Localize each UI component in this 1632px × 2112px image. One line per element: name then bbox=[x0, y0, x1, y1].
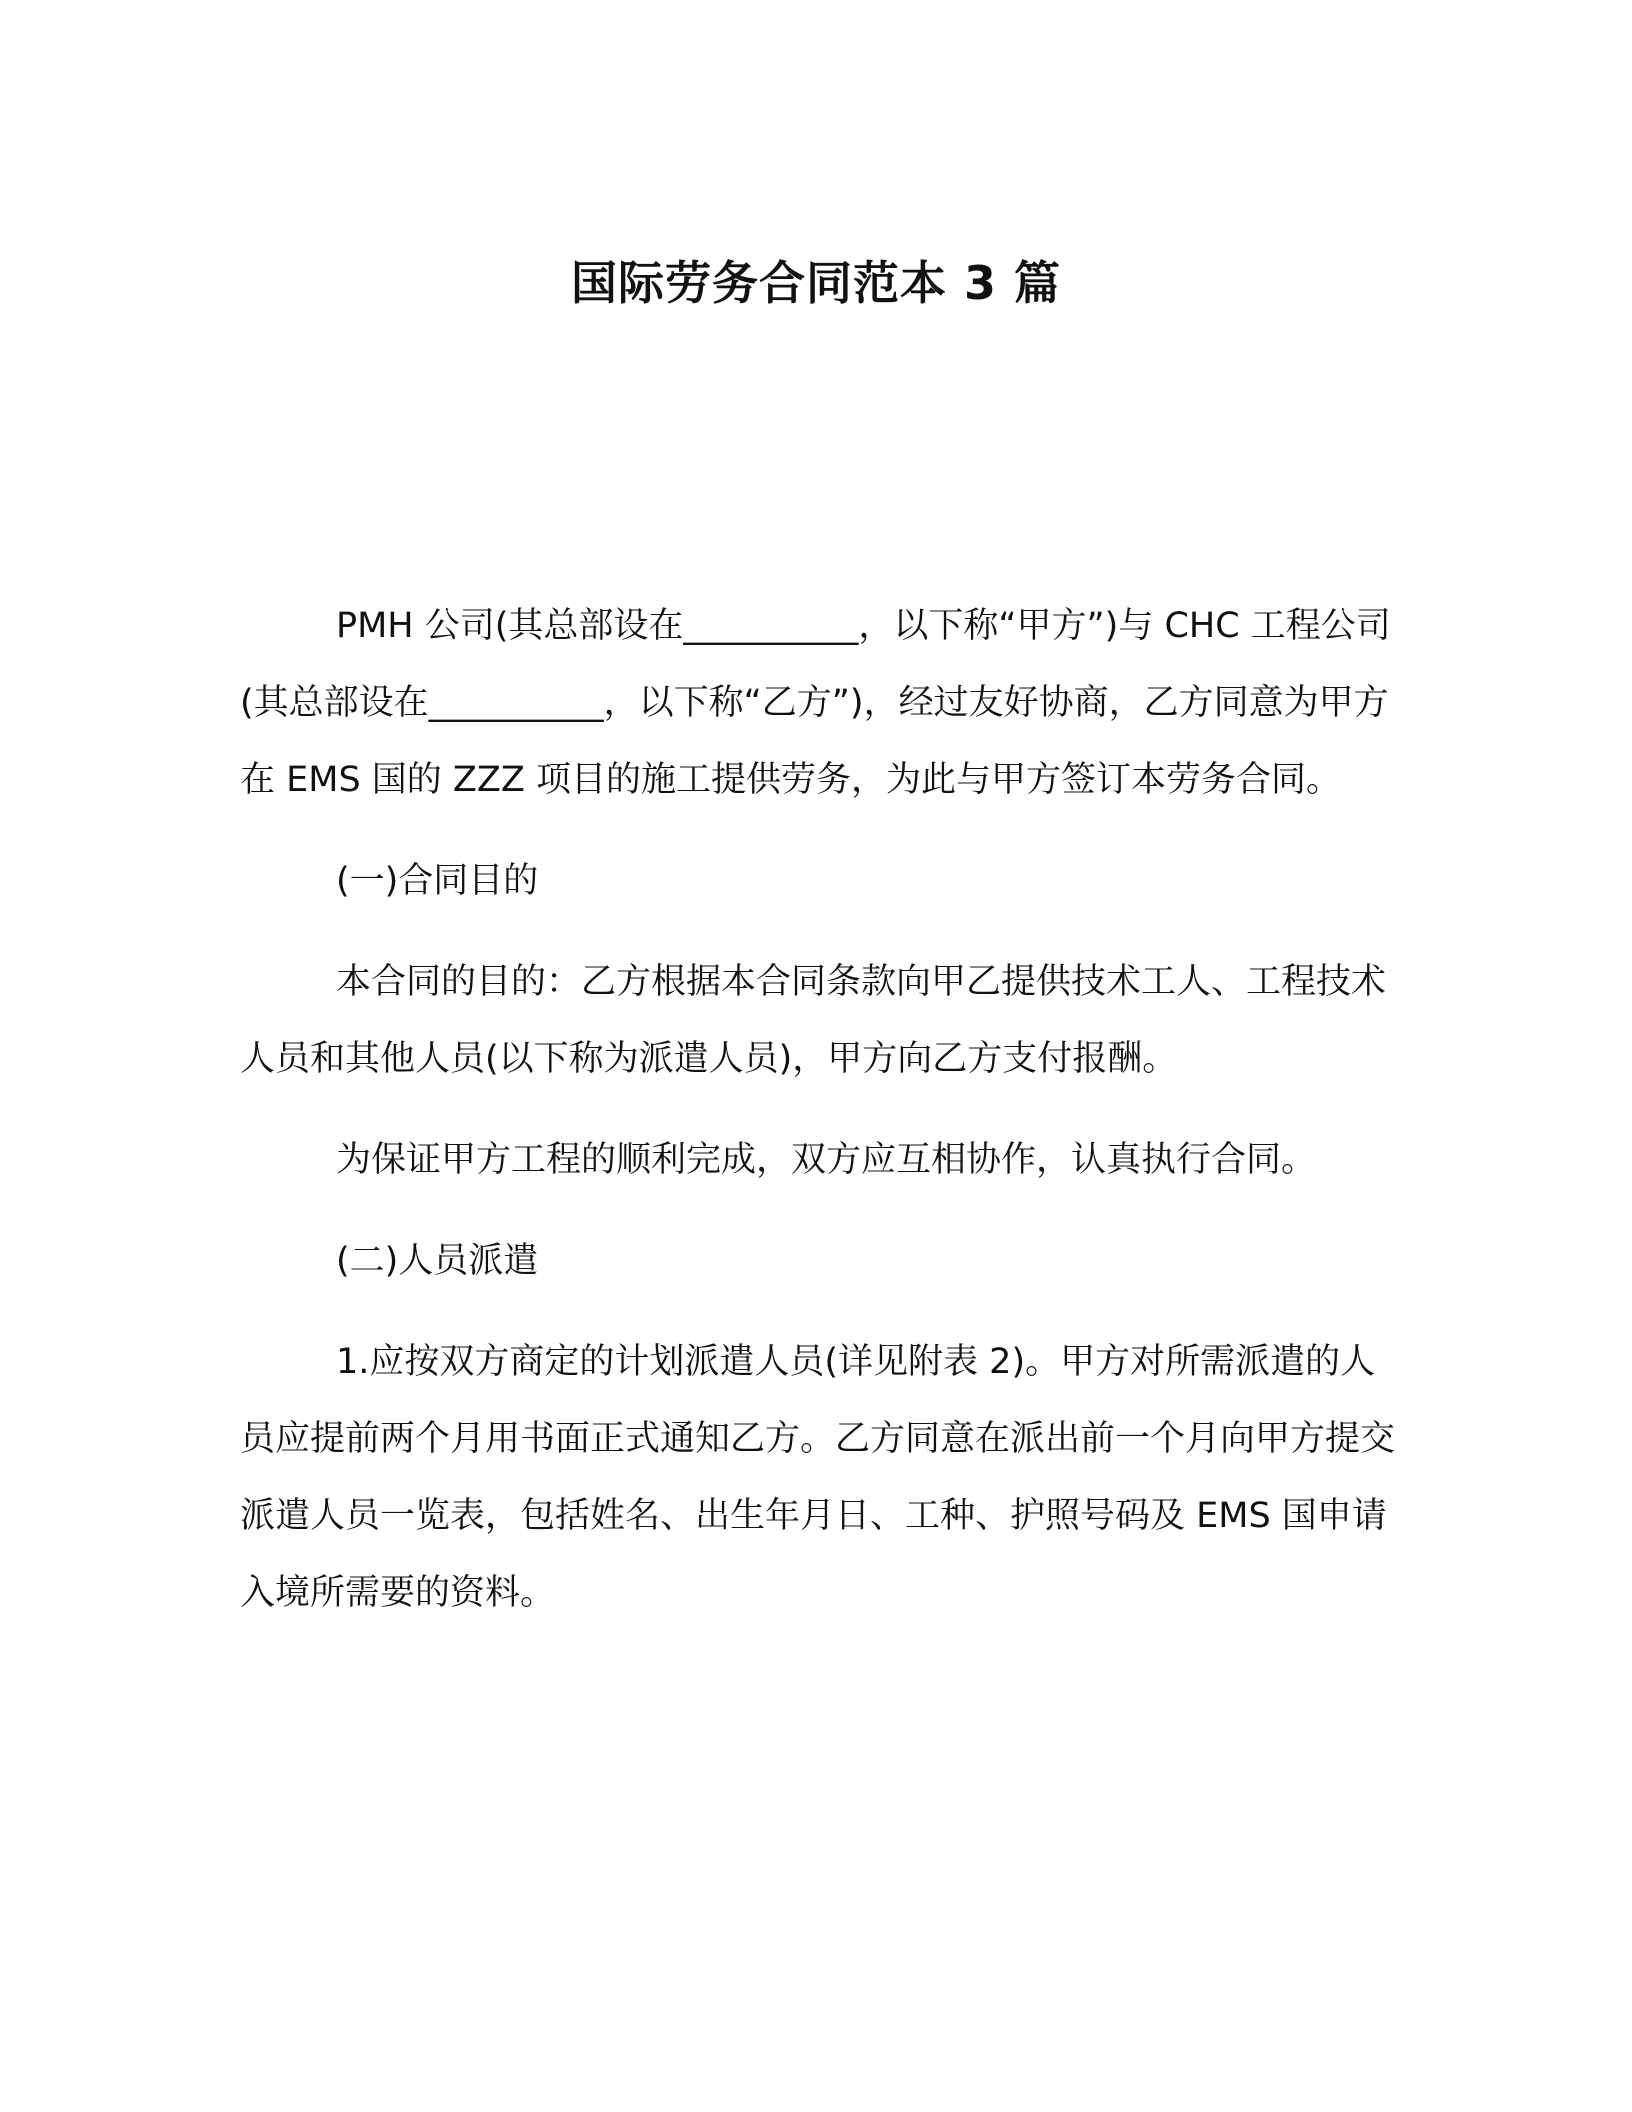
document-title: 国际劳务合同范本 3 篇 bbox=[570, 255, 1062, 310]
paragraph-dispatch-plan: 1.应按双方商定的计划派遣人员(详见附表 2)。甲方对所需派遣的人员应提前两个月用书面正式通知乙方。乙方同意在派出前一个月向甲方提交派遣人员一览表，包括姓名、出生年月日、工种、护照号码及 EMS 国申请入境所需要的资料。 bbox=[240, 1342, 1396, 1613]
section-heading-contract-purpose: (一)合同目的 bbox=[336, 861, 539, 901]
document-body bbox=[240, 588, 1400, 1656]
section-heading-personnel-dispatch: (二)人员派遣 bbox=[336, 1241, 539, 1281]
paragraph-cooperation: 为保证甲方工程的顺利完成，双方应互相协作，认真执行合同。 bbox=[336, 1140, 1317, 1180]
paragraph-intro: PMH 公司(其总部设在__________，以下称“甲方”)与 CHC 工程公司(其总部设在__________，以下称“乙方”)，经过友好协商，乙方同意为甲方在 EMS 国的 ZZZ 项目的施工提供劳务，为此与甲方签订本劳务合同。 bbox=[240, 606, 1391, 800]
paragraph-contract-purpose: 本合同的目的：乙方根据本合同条款向甲乙提供技术工人、工程技术人员和其他人员(以下称为派遣人员)，甲方向乙方支付报酬。 bbox=[240, 962, 1387, 1079]
